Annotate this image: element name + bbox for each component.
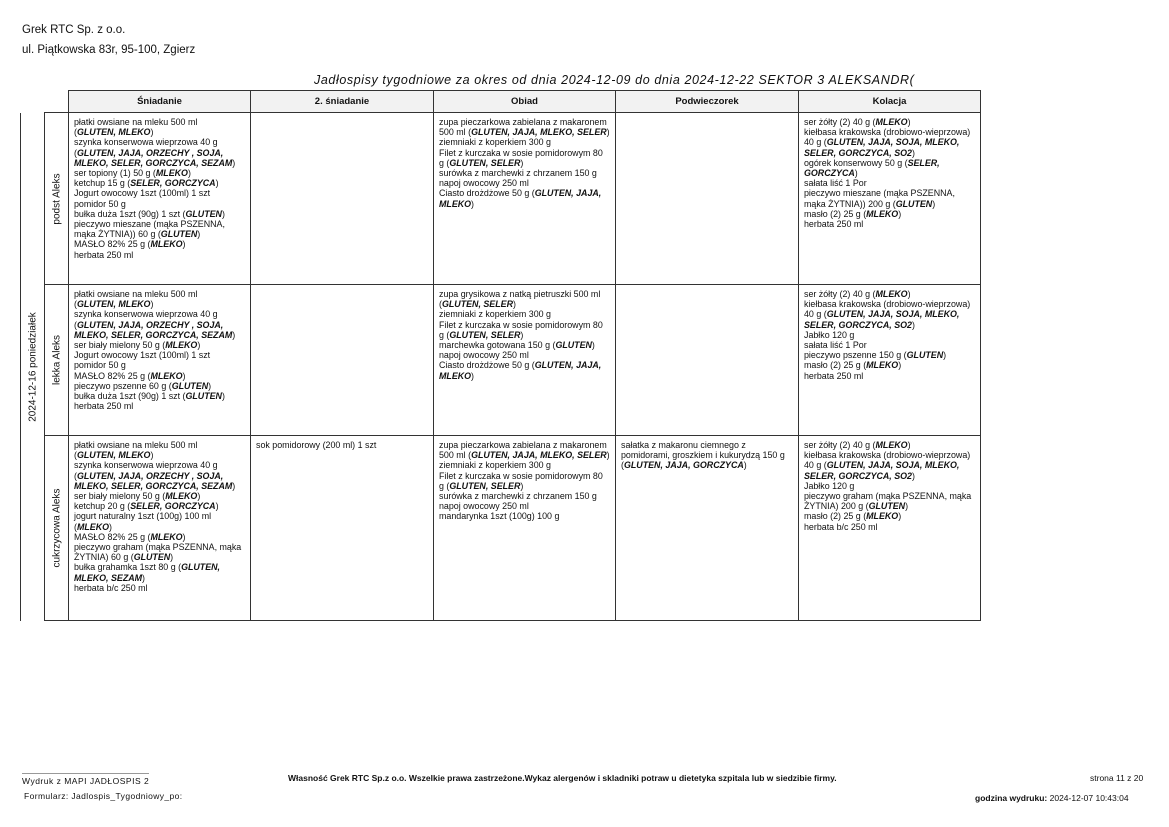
menu-item <box>804 450 975 481</box>
allergen-list: MLEKO <box>866 511 899 522</box>
menu-item-closing: ) <box>232 480 236 491</box>
allergen-list: MLEKO <box>165 340 198 351</box>
menu-item <box>804 511 975 521</box>
menu-item-text: ketchup 15 g ( <box>74 178 131 189</box>
menu-item-text: ser topiony (1) 50 g ( <box>74 168 156 179</box>
allergen-list: MLEKO <box>150 370 183 381</box>
meal-cell <box>616 113 799 285</box>
page-title: Jadłospisy tygodniowe za okres od dnia 2024-12-09 do dnia 2024-12-22 SEKTOR 3 ALEKSANDR( <box>314 73 915 87</box>
menu-item-closing: ) <box>182 239 186 250</box>
meal-cell <box>69 436 251 621</box>
menu-item-text: MASŁO 82% 25 g ( <box>74 239 151 250</box>
menu-item-closing: ) <box>197 491 201 502</box>
menu-item <box>804 350 975 360</box>
allergen-list: MLEKO <box>155 168 188 179</box>
menu-item <box>74 381 245 391</box>
allergen-list: SELER, GORCZYCA <box>804 157 940 179</box>
meal-cell <box>251 285 434 436</box>
menu-item-text: ser żółty (2) 40 g ( <box>804 117 876 127</box>
menu-item-closing: ) <box>520 480 524 491</box>
menu-item-closing: ) <box>221 391 225 402</box>
menu-item-text: herbata 250 ml <box>74 249 134 260</box>
menu-item <box>74 401 245 411</box>
menu-item-text: pomidor 50 g <box>74 198 126 209</box>
diet-label: lekka Aleks <box>51 334 62 386</box>
menu-item-text: pieczywo pszenne 150 g ( <box>804 350 907 361</box>
menu-item-text: pieczywo mieszane (mąka PSZENNA, mąka ŻYTNIA)) 60 g ( <box>74 219 225 240</box>
meal-cell <box>434 436 616 621</box>
menu-item <box>439 471 610 491</box>
menu-item-text: ser żółty (2) 40 g ( <box>804 440 876 450</box>
menu-item <box>74 511 245 531</box>
menu-item <box>74 532 245 542</box>
allergen-list: GLUTEN, MLEKO, SEZAM <box>74 562 221 583</box>
diet-label: podst Aleks <box>51 172 62 225</box>
menu-item-text: ziemniaki z koperkiem 300 g <box>439 460 551 471</box>
allergen-list: GLUTEN, MLEKO <box>76 127 151 138</box>
menu-item <box>74 178 245 188</box>
menu-item-text: Jabłko 120 g <box>804 329 855 340</box>
menu-item <box>439 460 610 470</box>
menu-item <box>74 371 245 381</box>
diet-row <box>21 436 981 621</box>
allergen-list: GLUTEN, JAJA, ORZECHY , SOJA, MLEKO, SELER, GORCZYCA, SEZAM <box>74 147 233 168</box>
menu-item-text: ketchup 20 g ( <box>74 501 131 512</box>
menu-item-text: sok pomidorowy (200 ml) 1 szt <box>256 440 377 450</box>
menu-item <box>74 440 245 460</box>
meal-cell <box>799 285 981 436</box>
menu-item <box>74 289 245 309</box>
menu-item <box>621 440 793 471</box>
allergen-list: GLUTEN, SELER <box>449 157 521 168</box>
menu-item-text: ser biały mielony 50 g ( <box>74 340 166 351</box>
menu-item-closing: ) <box>898 208 902 219</box>
menu-item-closing: ) <box>150 450 154 461</box>
menu-item-closing: ) <box>898 511 902 522</box>
menu-item-text: pieczywo graham (mąka PSZENNA, mąka ŻYTNIA) 200 g ( <box>804 491 972 512</box>
diet-row <box>21 285 981 436</box>
menu-item <box>74 340 245 350</box>
menu-item-text: zupa pieczarkowa zabielana z makaronem 500 ml ( <box>439 117 607 138</box>
menu-item <box>804 481 975 491</box>
menu-item <box>439 148 610 168</box>
menu-item <box>439 501 610 511</box>
menu-item <box>804 127 975 158</box>
menu-item <box>439 309 610 319</box>
menu-item-closing: ) <box>907 117 911 127</box>
footer-page-number: strona 11 z 20 <box>1090 773 1144 783</box>
menu-item-text: pomidor 50 g <box>74 360 126 371</box>
allergen-list: SELER, GORCZYCA <box>130 178 216 189</box>
menu-item <box>804 117 975 127</box>
menu-item <box>74 137 245 168</box>
menu-item-text: ziemniaki z koperkiem 300 g <box>439 309 551 320</box>
column-header-dinner: Kolacja <box>799 91 981 113</box>
menu-item-closing: ) <box>142 572 146 583</box>
menu-item <box>74 168 245 178</box>
menu-item-closing: ) <box>232 157 236 168</box>
menu-item-text: zupa grysikowa z natką pietruszki 500 ml ( <box>439 289 601 310</box>
menu-item-text: surówka z marchewki z chrzanem 150 g <box>439 491 597 502</box>
menu-item <box>74 309 245 340</box>
menu-item-text: pieczywo mieszane (mąka PSZENNA, mąka ŻYTNIA)) 200 g ( <box>804 188 955 209</box>
menu-item-text: Filet z kurczaka w sosie pomidorowym 80 g ( <box>439 470 603 491</box>
menu-item <box>74 188 245 198</box>
menu-item <box>439 320 610 340</box>
allergen-list: GLUTEN, JAJA, GORCZYCA <box>623 460 744 471</box>
menu-item-closing: ) <box>197 229 201 240</box>
allergen-list: MLEKO <box>875 440 908 450</box>
menu-item-text: Ciasto drożdżowe 50 g ( <box>439 188 535 199</box>
allergen-list: GLUTEN <box>555 340 592 351</box>
allergen-list: GLUTEN, JAJA, SOJA, MLEKO, SELER, GORCZYCA, SO2 <box>804 460 960 481</box>
menu-item-text: szynka konserwowa wieprzowa 40 g ( <box>74 460 218 481</box>
meal-cell <box>616 436 799 621</box>
menu-item <box>74 391 245 401</box>
header-row <box>21 91 981 113</box>
menu-item-text: szynka konserwowa wieprzowa 40 g ( <box>74 137 218 158</box>
menu-item-text: Jabłko 120 g <box>804 480 855 491</box>
menu-item <box>74 239 245 249</box>
menu-item <box>439 360 610 380</box>
meal-cell <box>434 285 616 436</box>
diet-label: cukrzycowa Aleks <box>51 488 62 568</box>
menu-item-text: bułka duża 1szt (90g) 1 szt ( <box>74 391 186 402</box>
menu-item-closing: ) <box>208 380 212 391</box>
menu-item-closing: ) <box>232 329 236 340</box>
menu-item-text: napoj owocowy 250 ml <box>439 501 529 512</box>
diet-cell <box>45 436 69 621</box>
allergen-list: GLUTEN, JAJA, MLEKO, SELER <box>471 450 607 461</box>
menu-item-text: mandarynka 1szt (100g) 100 g <box>439 511 560 522</box>
menu-item <box>439 511 610 521</box>
menu-item-text: herbata 250 ml <box>804 370 864 381</box>
menu-item <box>804 178 975 188</box>
menu-item <box>804 158 975 178</box>
menu-item-closing: ) <box>898 360 902 371</box>
menu-item-closing: ) <box>150 299 154 310</box>
menu-item-text: ser biały mielony 50 g ( <box>74 491 166 502</box>
menu-item-closing: ) <box>912 470 915 481</box>
menu-item <box>804 371 975 381</box>
allergen-list: GLUTEN <box>160 229 198 240</box>
menu-item <box>804 522 975 532</box>
menu-item-closing: ) <box>150 127 154 138</box>
allergen-list: GLUTEN, JAJA, MLEKO <box>439 360 602 381</box>
menu-item-closing: ) <box>912 147 915 158</box>
menu-item-text: płatki owsiane na mleku 500 ml ( <box>74 117 198 138</box>
menu-item <box>804 219 975 229</box>
allergen-list: MLEKO <box>165 491 198 502</box>
print-time-value: 2024-12-07 10:43:04 <box>1049 793 1129 803</box>
meal-cell <box>799 436 981 621</box>
allergen-list: GLUTEN, MLEKO <box>76 450 151 461</box>
menu-item <box>439 340 610 350</box>
allergen-list: GLUTEN <box>171 380 209 391</box>
allergen-list: MLEKO <box>866 360 899 371</box>
menu-item-text: masło (2) 25 g ( <box>804 208 867 219</box>
menu-item-closing: ) <box>109 521 112 532</box>
menu-item-closing: ) <box>197 340 201 351</box>
menu-item-closing: ) <box>471 370 475 381</box>
menu-item-text: szynka konserwowa wieprzowa 40 g ( <box>74 309 218 330</box>
allergen-list: GLUTEN <box>185 391 222 402</box>
menu-item <box>439 440 610 460</box>
menu-item <box>439 188 610 208</box>
menu-item-text: bułka grahamka 1szt 80 g ( <box>74 562 182 573</box>
allergen-list: MLEKO <box>76 521 110 532</box>
company-address: ul. Piątkowska 83r, 95-100, Zgierz <box>22 44 196 56</box>
menu-item-text: herbata 250 ml <box>74 401 134 412</box>
allergen-list: GLUTEN, MLEKO <box>76 299 151 310</box>
menu-item <box>439 168 610 178</box>
menu-item <box>439 137 610 147</box>
menu-item-text: herbata b/c 250 ml <box>74 582 148 593</box>
menu-item-text: Jogurt owocowy 1szt (100ml) 1 szt <box>74 188 211 199</box>
menu-item <box>74 583 245 593</box>
menu-item <box>74 491 245 501</box>
menu-item-closing: ) <box>182 531 186 542</box>
meal-cell <box>69 113 251 285</box>
menu-table <box>20 90 981 621</box>
allergen-list: GLUTEN <box>133 552 171 563</box>
menu-item-closing: ) <box>215 178 219 189</box>
menu-item-closing: ) <box>943 350 947 361</box>
menu-item <box>74 350 245 360</box>
print-time-label: godzina wydruku: <box>975 793 1048 803</box>
allergen-list: GLUTEN, JAJA, MLEKO <box>439 188 602 209</box>
menu-item <box>74 199 245 209</box>
menu-item-closing: ) <box>187 168 191 179</box>
menu-item <box>804 360 975 370</box>
diet-row <box>21 113 981 285</box>
menu-item-closing: ) <box>170 552 174 563</box>
menu-item-closing: ) <box>606 127 610 138</box>
menu-item-closing: ) <box>912 319 915 330</box>
menu-item-text: kiełbasa krakowska (drobiowo-wieprzowa) 40 g ( <box>804 127 971 148</box>
menu-item-text: MASŁO 82% 25 g ( <box>74 531 151 542</box>
column-header-lunch: Obiad <box>434 91 616 113</box>
menu-item-text: Jogurt owocowy 1szt (100ml) 1 szt <box>74 350 211 361</box>
date-label: 2024-12-16 poniedziałek <box>27 311 38 422</box>
allergen-list: MLEKO <box>150 531 183 542</box>
menu-item <box>74 562 245 582</box>
menu-item <box>439 289 610 309</box>
menu-item-text: masło (2) 25 g ( <box>804 360 867 371</box>
allergen-list: SELER, GORCZYCA <box>130 501 216 512</box>
allergen-list: GLUTEN, SELER <box>441 299 513 310</box>
allergen-list: GLUTEN <box>895 198 933 209</box>
menu-item-closing: ) <box>520 329 524 340</box>
menu-item <box>74 219 245 239</box>
allergen-list: GLUTEN, JAJA, ORZECHY , SOJA, MLEKO, SELER, GORCZYCA, SEZAM <box>74 470 233 491</box>
menu-item-closing: ) <box>182 370 186 381</box>
footer-form: Formularz: Jadlospis_Tygodniowy_po: <box>24 791 183 801</box>
column-header-second-breakfast: 2. śniadanie <box>251 91 434 113</box>
column-header-afternoon-snack: Podwieczorek <box>616 91 799 113</box>
menu-item <box>439 178 610 188</box>
menu-item-text: ser żółty (2) 40 g ( <box>804 289 876 299</box>
menu-item <box>804 209 975 219</box>
meal-cell <box>616 285 799 436</box>
footer-printout: Wydruk z MAPI JADŁOSPIS 2 <box>22 773 149 786</box>
allergen-list: GLUTEN, JAJA, SOJA, MLEKO, SELER, GORCZYCA, SO2 <box>804 137 960 158</box>
footer-ownership: Własność Grek RTC Sp.z o.o. Wszelkie prawa zastrzeżone.Wykaz alergenów i skladniki potraw u dietetyka szpitala lub w siedzibie firmy. <box>288 773 837 783</box>
date-cell <box>21 113 45 621</box>
column-header-breakfast: Śniadanie <box>69 91 251 113</box>
menu-item <box>804 289 975 299</box>
menu-item-text: sałatka z makaronu ciemnego z pomidorami, groszkiem i kukurydzą 150 g ( <box>621 440 785 471</box>
header-blank <box>21 91 45 113</box>
menu-item <box>74 460 245 491</box>
menu-item-text: herbata 250 ml <box>804 219 864 230</box>
allergen-list: GLUTEN, JAJA, ORZECHY , SOJA, MLEKO, SELER, GORCZYCA, SEZAM <box>74 319 233 340</box>
meal-cell <box>69 285 251 436</box>
menu-item-text: masło (2) 25 g ( <box>804 511 867 522</box>
menu-item-text: surówka z marchewki z chrzanem 150 g <box>439 168 597 179</box>
menu-item-closing: ) <box>854 168 858 179</box>
menu-item-text: ziemniaki z koperkiem 300 g <box>439 137 551 148</box>
footer-print-time <box>975 793 1129 803</box>
allergen-list: MLEKO <box>875 117 908 127</box>
menu-item <box>439 117 610 137</box>
diet-cell <box>45 285 69 436</box>
allergen-list: MLEKO <box>150 239 183 250</box>
menu-item-text: Filet z kurczaka w sosie pomidorowym 80 g ( <box>439 319 603 340</box>
menu-item <box>804 440 975 450</box>
meal-cell <box>251 436 434 621</box>
menu-item-text: pieczywo pszenne 60 g ( <box>74 380 172 391</box>
menu-item-text: sałata liść 1 Por <box>804 340 867 351</box>
allergen-list: GLUTEN, SELER <box>449 329 521 340</box>
menu-item-text: napoj owocowy 250 ml <box>439 350 529 361</box>
allergen-list: MLEKO <box>875 289 908 299</box>
menu-item-closing: ) <box>905 501 909 512</box>
menu-item <box>74 209 245 219</box>
menu-item-closing: ) <box>520 157 524 168</box>
meal-cell <box>251 113 434 285</box>
allergen-list: GLUTEN <box>906 350 944 361</box>
menu-item-text: płatki owsiane na mleku 500 ml ( <box>74 289 198 310</box>
menu-item-text: Filet z kurczaka w sosie pomidorowym 80 g ( <box>439 147 603 168</box>
menu-item <box>439 491 610 501</box>
menu-item-closing: ) <box>471 198 475 209</box>
menu-item <box>74 117 245 137</box>
menu-item-closing: ) <box>606 450 610 461</box>
menu-item-text: kiełbasa krakowska (drobiowo-wieprzowa) 40 g ( <box>804 299 971 320</box>
menu-item-text: zupa pieczarkowa zabielana z makaronem 500 ml ( <box>439 440 607 461</box>
menu-item <box>804 330 975 340</box>
menu-item-text: napoj owocowy 250 ml <box>439 178 529 189</box>
allergen-list: MLEKO <box>866 208 899 219</box>
menu-item-text: bułka duża 1szt (90g) 1 szt ( <box>74 208 186 219</box>
menu-item <box>439 350 610 360</box>
menu-item-closing: ) <box>743 460 747 471</box>
allergen-list: GLUTEN, SELER <box>449 480 521 491</box>
menu-item <box>74 360 245 370</box>
menu-item <box>256 440 428 450</box>
allergen-list: GLUTEN, JAJA, SOJA, MLEKO, SELER, GORCZYCA, SO2 <box>804 309 960 330</box>
menu-item <box>804 299 975 330</box>
menu-item <box>74 250 245 260</box>
menu-item-text: Ciasto drożdżowe 50 g ( <box>439 360 535 371</box>
menu-item-closing: ) <box>512 299 516 310</box>
allergen-list: GLUTEN <box>868 501 906 512</box>
menu-item-closing: ) <box>932 198 936 209</box>
menu-item-text: ogórek konserwowy 50 g ( <box>804 157 908 168</box>
meal-cell <box>799 113 981 285</box>
menu-item-text: płatki owsiane na mleku 500 ml ( <box>74 440 198 461</box>
header-blank <box>45 91 69 113</box>
menu-item <box>804 340 975 350</box>
menu-item-text: herbata b/c 250 ml <box>804 521 878 532</box>
menu-item-closing: ) <box>221 208 225 219</box>
menu-item <box>74 542 245 562</box>
menu-item-closing: ) <box>907 289 911 299</box>
company-name: Grek RTC Sp. z o.o. <box>22 24 126 36</box>
menu-item-text: kiełbasa krakowska (drobiowo-wieprzowa) 40 g ( <box>804 450 971 471</box>
menu-item <box>74 501 245 511</box>
menu-item-closing: ) <box>907 440 911 450</box>
allergen-list: GLUTEN, JAJA, MLEKO, SELER <box>471 127 607 138</box>
allergen-list: GLUTEN <box>185 208 222 219</box>
meal-cell <box>434 113 616 285</box>
menu-item-text: MASŁO 82% 25 g ( <box>74 370 151 381</box>
menu-item-text: sałata liść 1 Por <box>804 178 867 189</box>
menu-item-closing: ) <box>591 340 595 351</box>
diet-cell <box>45 113 69 285</box>
menu-item <box>804 188 975 208</box>
menu-item-text: marchewka gotowana 150 g ( <box>439 340 556 351</box>
menu-item-text: jogurt naturalny 1szt (100g) 100 ml ( <box>74 511 212 532</box>
menu-item <box>804 491 975 511</box>
menu-item-text: pieczywo graham (mąka PSZENNA, mąka ŻYTNIA) 60 g ( <box>74 542 242 563</box>
menu-item-closing: ) <box>215 501 219 512</box>
